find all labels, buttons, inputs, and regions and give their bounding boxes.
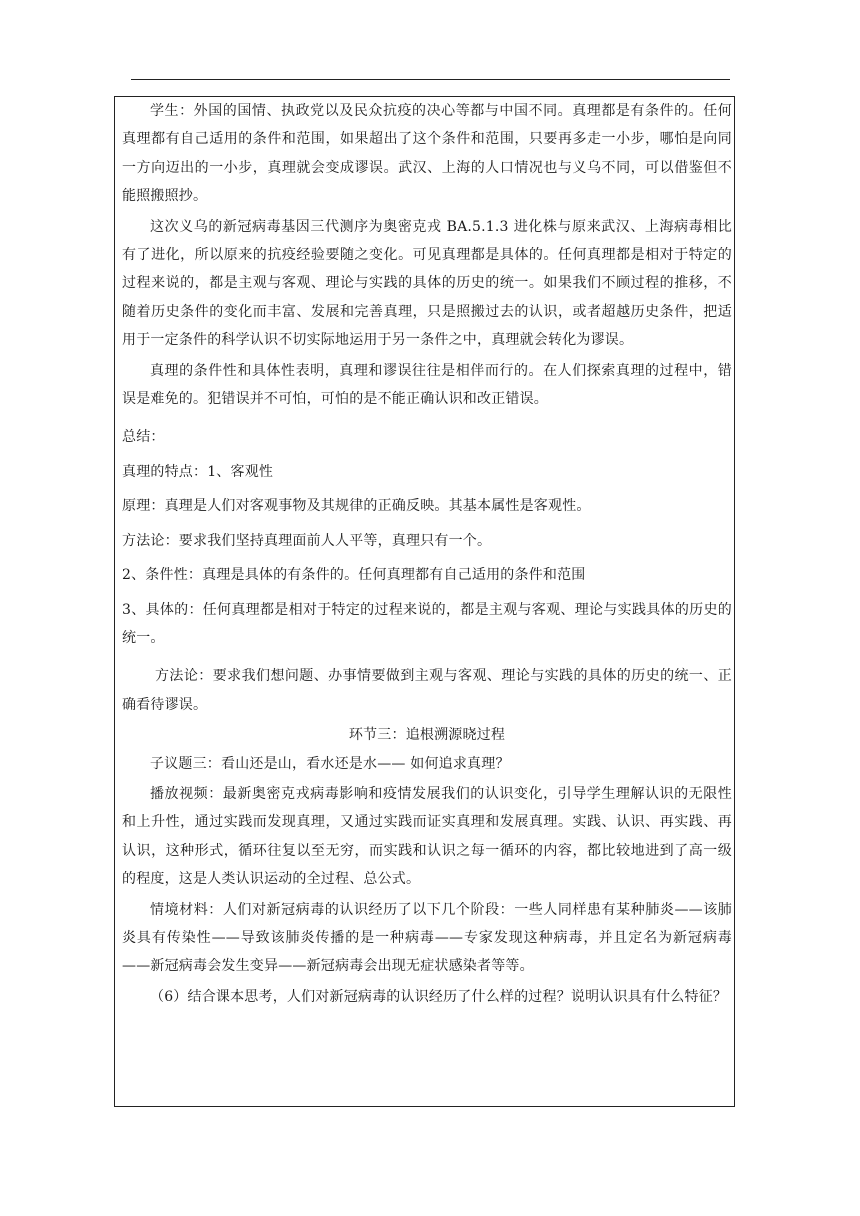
truth-error-paragraph: 真理的条件性和具体性表明，真理和谬误往往是相伴而行的。在人们探索真理的过程中，错误是难免的。犯错误并不可怕，可怕的是不能正确认识和改正错误。 <box>122 362 732 408</box>
section-3-title: 环节三：追根溯源晓过程 <box>348 727 506 744</box>
lesson-content <box>122 97 732 1011</box>
scenario-paragraph: 情境材料：人们对新冠病毒的认识经历了以下几个阶段：一些人同样患有某种肺炎——该肺炎具有传染性——导致该肺炎传播的是一种病毒——专家发现这种病毒，并且定名为新冠病毒——新冠病毒会发生变异——新冠病毒会出现无症状感染者等等。 <box>122 901 732 975</box>
sub-topic-3: 子议题三：看山还是山，看水还是水—— 如何追求真理？ <box>150 755 510 772</box>
question-6: （6）结合课本思考，人们对新冠病毒的认识经历了什么样的过程？说明认识具有什么特征？ <box>150 988 728 1005</box>
principle-paragraph: 原理：真理是人们对客观事物及其规律的正确反映。其基本属性是客观性。 <box>122 498 591 515</box>
truth-feature-2: 2、条件性：真理是具体的有条件的。任何真理都有自己适用的条件和范围 <box>122 567 586 584</box>
methodology-2-paragraph: 方法论：要求我们想问题、办事情要做到主观与客观、理论与实践的具体的历史的统一、正确看待谬误。 <box>122 668 732 713</box>
truth-feature-3: 3、具体的：任何真理都是相对于特定的过程来说的，都是主观与客观、理论与实践具体的历史的统一。 <box>122 601 732 646</box>
header-rule <box>131 79 730 80</box>
methodology-1-paragraph: 方法论：要求我们坚持真理面前人人平等，真理只有一个。 <box>122 532 492 549</box>
truth-feature-1: 真理的特点：1、客观性 <box>122 463 274 480</box>
yiwu-virus-paragraph: 这次义乌的新冠病毒基因三代测序为奥密克戎 BA.5.1.3 进化株与原来武汉、上海病毒相比有了进化，所以原来的抗疫经验要随之变化。可见真理都是具体的。任何真理都是相对于特定的过程来说的，都是主观与客观、理论与实践的具体的历史的统一。如果我们不顾过程的推移，不随着历史条件的变化而丰富、发展和完善真理，只是照搬过去的认识，或者超越历史条件，把适用于一定条件的科学认识不切实际地运用于另一条件之中，真理就会转化为谬误。 <box>122 218 732 349</box>
video-paragraph: 播放视频：最新奥密克戎病毒影响和疫情发展我们的认识变化，引导学生理解认识的无限性和上升性，通过实践而发现真理，又通过实践而证实真理和发展真理。实践、认识、再实践、再认识，这种形式，循环往复以至无穷，而实践和认识之每一循环的内容，都比较地进到了高一级的程度，这是人类认识运动的全过程、总公式。 <box>122 785 732 888</box>
summary-label: 总结： <box>122 429 165 446</box>
student-answer-paragraph: 学生：外国的国情、执政党以及民众抗疫的决心等都与中国不同。真理都是有条件的。任何真理都有自己适用的条件和范围，如果超出了这个条件和范围，只要再多走一小步，哪怕是向同一方向迈出的一小步，真理就会变成谬误。武汉、上海的人口情况也与义乌不同，可以借鉴但不能照搬照抄。 <box>122 103 732 205</box>
